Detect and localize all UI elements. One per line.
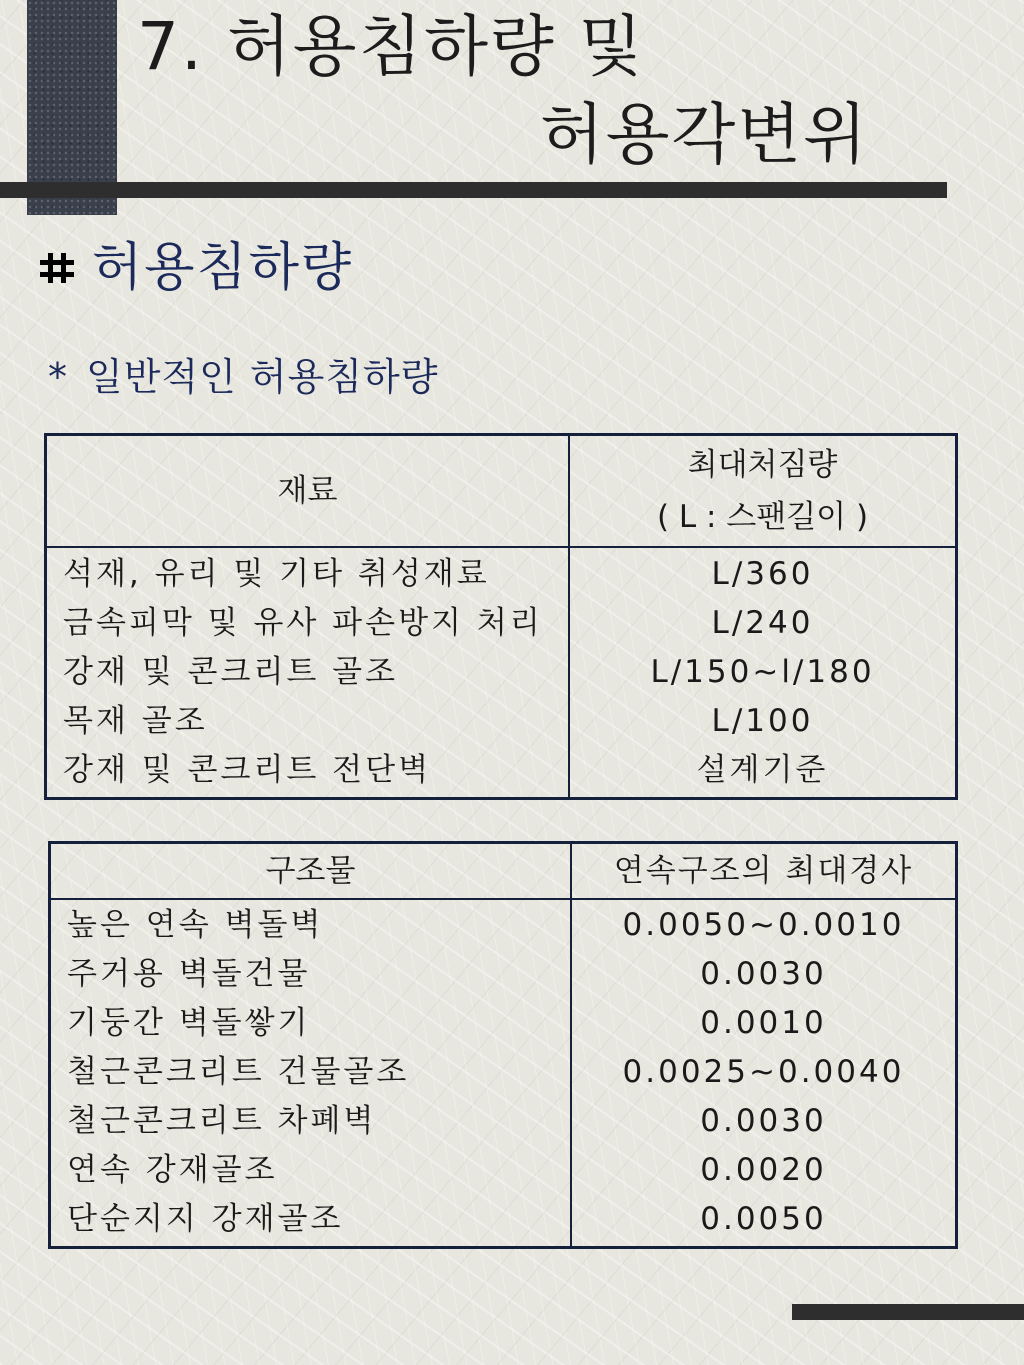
slide-title-line-2: 허용각변위 [540, 96, 869, 173]
slide-title-line-1: 7. 허용침하량 및 [137, 8, 645, 85]
header-structure: 구조물 [50, 843, 572, 899]
list-item: 연속 강재골조 [67, 1152, 278, 1189]
list-item: 단순지지 강재골조 [67, 1201, 344, 1238]
structure-column [50, 899, 572, 1248]
list-item: 0.0050 [700, 1201, 827, 1238]
settlement-table [44, 433, 958, 800]
header-max-deflection: 최대처짐량 ( L : 스팬길이 ) [569, 435, 957, 547]
header-material: 재료 [46, 435, 570, 547]
subheading-text: 일반적인 허용침하량 [86, 355, 439, 399]
hash-icon [40, 251, 74, 285]
list-item: 0.0050∼0.0010 [622, 907, 905, 944]
list-item: L/100 [711, 702, 814, 739]
list-item: 철근콘크리트 건물골조 [67, 1054, 410, 1091]
list-item: 0.0010 [700, 1005, 827, 1042]
list-item: 금속피막 및 유사 파손방지 처리 [63, 604, 543, 641]
footer-bar [792, 1304, 1024, 1320]
material-column [46, 547, 570, 799]
list-item: 설계기준 [696, 751, 829, 788]
list-item: 목재 골조 [63, 702, 208, 739]
bullet-star: * [48, 355, 68, 399]
section-title: 허용침하량 [92, 238, 354, 298]
header-max-slope: 연속구조의 최대경사 [571, 843, 957, 899]
list-item: 0.0030 [700, 1103, 827, 1140]
list-item: 주거용 벽돌건물 [67, 956, 311, 993]
list-item: 강재 및 콘크리트 골조 [63, 653, 399, 690]
deflection-column [569, 547, 957, 799]
list-item: 석재, 유리 및 기타 취성재료 [63, 555, 490, 592]
slope-table [48, 841, 958, 1249]
list-item: 기둥간 벽돌쌓기 [67, 1005, 311, 1042]
section-heading [40, 238, 354, 298]
subheading [48, 355, 439, 399]
list-item: 철근콘크리트 차폐벽 [67, 1103, 377, 1140]
list-item: 0.0030 [700, 956, 827, 993]
list-item: L/150∼l/180 [650, 653, 875, 690]
list-item: L/360 [711, 555, 814, 592]
list-item: 0.0025∼0.0040 [622, 1054, 905, 1091]
slope-column [571, 899, 957, 1248]
list-item: L/240 [711, 604, 814, 641]
title-underline-bar [0, 182, 947, 198]
list-item: 0.0020 [700, 1152, 827, 1189]
list-item: 높은 연속 벽돌벽 [67, 907, 324, 944]
list-item: 강재 및 콘크리트 전단벽 [63, 751, 432, 788]
